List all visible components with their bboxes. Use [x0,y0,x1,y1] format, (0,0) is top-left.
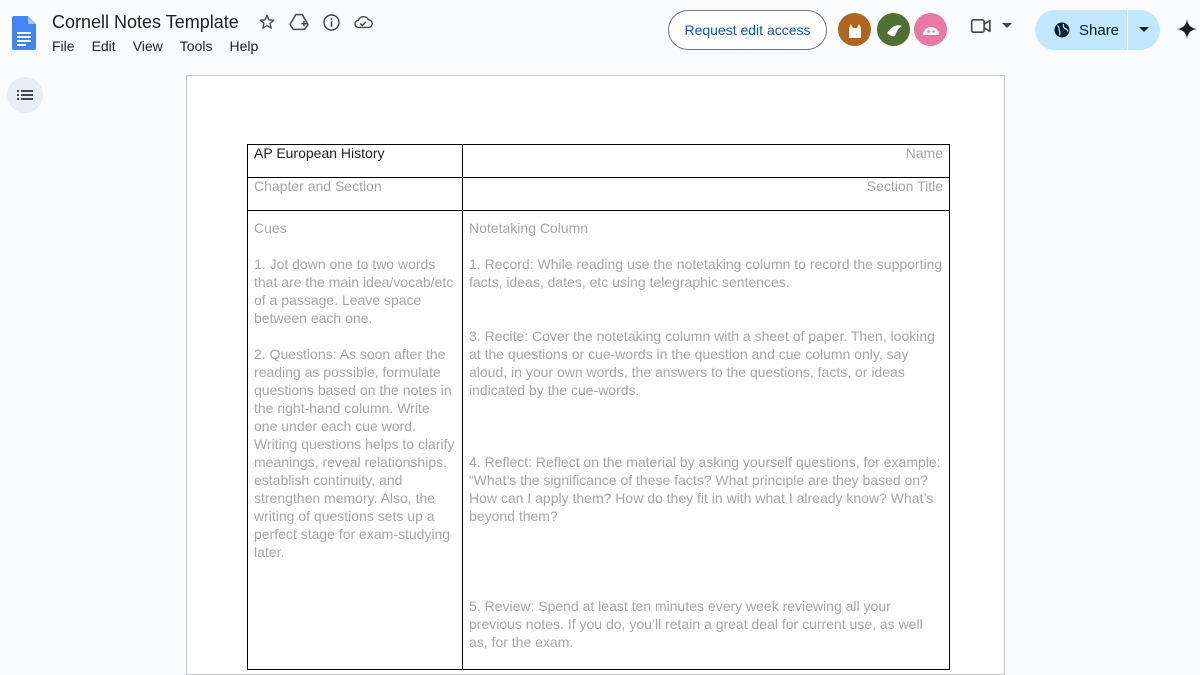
google-docs-icon[interactable] [12,16,36,50]
globe-icon [1053,21,1071,39]
info-icon[interactable] [321,12,341,32]
note-instruction-reflect: 4. Reflect: Reflect on the material by asking yourself questions, for example: “What’s the significance of these facts? What principle are they based on? How can I apply them? How do they fit in with what I already know? What’s beyond them? [469,454,941,524]
note-instruction-record: 1. Record: While reading use the notetaking column to record the supporting facts, ideas, dates, etc using telegraphic sentences. [469,256,943,290]
cues-heading: Cues [254,220,287,236]
cue-instruction-1: 1. Jot down one to two words that are the main idea/vocab/etc of a passage. Leave space between each one. [254,256,454,326]
note-instruction-review: 5. Review: Spend at least ten minutes every week reviewing all your previous notes. If you do, you’ll retain a great deal for current use, as well as, for the exam. [469,598,923,650]
chevron-down-icon [1002,23,1012,29]
name-cell[interactable]: Name [463,145,950,178]
document-title[interactable]: Cornell Notes Template [52,12,239,32]
menu-bar [52,38,275,54]
star-icon[interactable] [257,12,277,32]
share-button[interactable] [1035,10,1127,50]
table-row [248,145,950,178]
video-camera-icon [970,18,992,34]
document-outline-button[interactable] [7,77,43,113]
share-label: Share [1079,21,1120,39]
avatar[interactable] [914,13,947,46]
menu-view[interactable]: View [132,38,163,54]
notes-heading: Notetaking Column [469,220,589,236]
share-button-group [1035,10,1160,50]
avatar[interactable] [877,13,910,46]
request-edit-access-button[interactable]: Request edit access [668,10,827,50]
table-row [248,178,950,211]
chevron-down-icon [1139,27,1149,33]
chapter-section-cell[interactable]: Chapter and Section [248,178,463,211]
menu-tools[interactable]: Tools [179,38,213,54]
section-title-cell[interactable]: Section Title [463,178,950,211]
menu-help[interactable]: Help [229,38,259,54]
menu-file[interactable]: File [52,38,75,54]
docs-header [0,0,1200,64]
document-page[interactable] [186,75,1005,675]
cloud-saved-icon[interactable] [353,12,373,32]
course-cell[interactable]: AP European History [248,145,463,178]
cue-instruction-2: 2. Questions: As soon after the reading as possible, formulate questions based on the notes in the right-hand column. Write one under each cue word. Writing questions helps to clarify meanings, reveal relationships, establish continuity, and strengthen memory. Also, the writing of questions sets up a perfect stage for exam-studying later. [254,346,455,560]
meet-button[interactable] [970,18,1012,34]
document-outline-icon [17,89,33,101]
gemini-sparkle-icon[interactable] [1176,18,1198,45]
move-to-drive-icon[interactable] [289,12,309,32]
cornell-notes-table [247,144,950,670]
table-row [248,211,950,670]
share-dropdown-button[interactable] [1128,10,1160,50]
note-instruction-recite: 3. Recite: Cover the notetaking column with a sheet of paper. Then, looking at the questions or cue-words in the question and cue column only, say aloud, in your own words, the answers to the questions, facts, or ideas indicated by the cue-words. [469,328,935,398]
cues-cell[interactable] [248,211,463,670]
notetaking-cell[interactable] [463,211,950,670]
avatar[interactable] [838,13,871,46]
menu-edit[interactable]: Edit [91,38,116,54]
